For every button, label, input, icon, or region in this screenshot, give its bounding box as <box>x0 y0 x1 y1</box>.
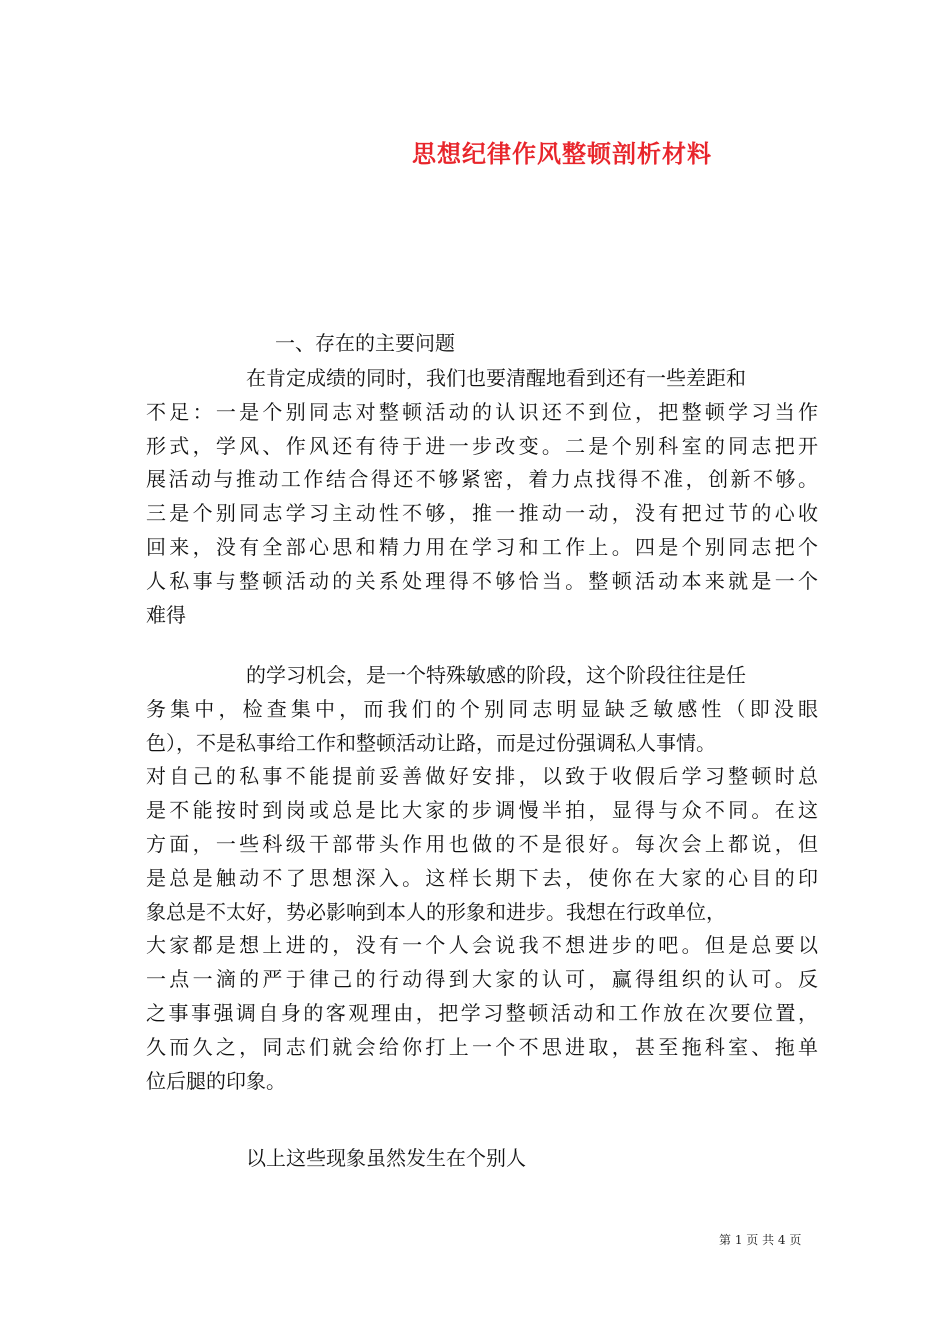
text-line: 以上这些现象虽然发生在个别人 <box>246 1146 526 1170</box>
text-line: 三是个别同志学习主动性不够，推一推动一动，没有把过节的心收 <box>146 501 818 526</box>
text-line: 一点一滴的严于律己的行动得到大家的认可，赢得组织的认可。反 <box>146 967 818 992</box>
document-title: 思想纪律作风整顿剖析材料 <box>412 139 712 168</box>
text-line: 在肯定成绩的同时，我们也要清醒地看到还有一些差距和 <box>246 366 746 390</box>
text-line: 务集中，检查集中，而我们的个别同志明显缺乏敏感性（即没眼 <box>146 696 818 721</box>
paragraph-2 <box>146 659 818 1098</box>
text-line: 对自己的私事不能提前妥善做好安排，以致于收假后学习整顿时总 <box>146 764 818 789</box>
text-line: 的学习机会，是一个特殊敏感的阶段，这个阶段往往是任 <box>246 663 746 687</box>
text-line: 形式，学风、作风还有待于进一步改变。二是个别科室的同志把开 <box>146 433 818 458</box>
text-line: 位后腿的印象。 <box>146 1068 286 1093</box>
text-line: 回来，没有全部心思和精力用在学习和工作上。四是个别同志把个 <box>146 534 818 559</box>
text-line: 是总是触动不了思想深入。这样长期下去，使你在大家的心目的印 <box>146 865 818 890</box>
text-line: 大家都是想上进的，没有一个人会说我不想进步的吧。但是总要以 <box>146 933 818 958</box>
text-line: 象总是不太好，势必影响到本人的形象和进步。我想在行政单位， <box>146 899 726 924</box>
section-heading: 一、存在的主要问题 <box>275 331 455 355</box>
text-line: 不足：一是个别同志对整顿活动的认识还不到位，把整顿学习当作 <box>146 399 818 424</box>
text-line: 方面，一些科级干部带头作用也做的不是很好。每次会上都说，但 <box>146 831 818 856</box>
paragraph-3 <box>146 1142 818 1176</box>
text-line: 人私事与整顿活动的关系处理得不够恰当。整顿活动本来就是一个 <box>146 568 818 593</box>
text-line: 久而久之，同志们就会给你打上一个不思进取，甚至拖科室、拖单 <box>146 1034 818 1059</box>
text-line: 之事事强调自身的客观理由，把学习整顿活动和工作放在次要位置， <box>146 1000 818 1025</box>
text-line: 色），不是私事给工作和整顿活动让路，而是过份强调私人事情。 <box>146 730 716 755</box>
page-number-footer: 第 1 页 共 4 页 <box>719 1233 802 1247</box>
text-line: 难得 <box>146 602 186 627</box>
text-line: 展活动与推动工作结合得还不够紧密，着力点找得不准，创新不够。 <box>146 467 818 492</box>
text-line: 是不能按时到岗或总是比大家的步调慢半拍，显得与众不同。在这 <box>146 798 818 823</box>
paragraph-1 <box>146 362 818 632</box>
